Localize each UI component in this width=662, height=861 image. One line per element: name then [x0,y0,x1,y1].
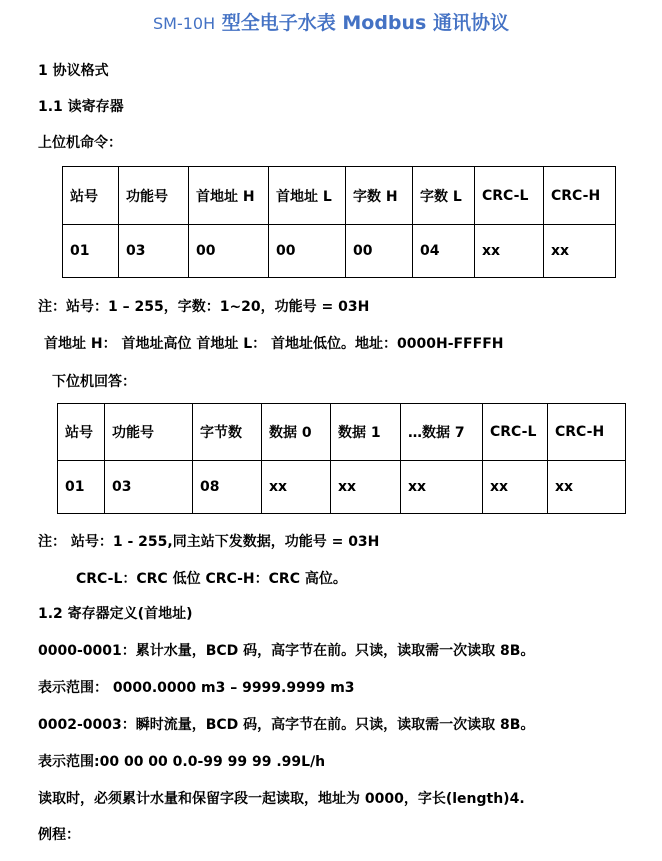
table-header-cell: 字数 L [413,167,475,225]
table-cell: xx [475,225,544,278]
host-command-table [62,166,616,278]
document-title [0,8,662,35]
table-cell: 01 [63,225,119,278]
slave-reply-table [57,403,626,514]
table-header-cell: 数据 1 [331,404,401,461]
range-total-volume: 表示范围： 0000.0000 m3 – 9999.9999 m3 [38,680,355,696]
table-header-cell: CRC-H [544,167,616,225]
table-cell: xx [544,225,616,278]
note-address: 首地址 H： 首地址高位 首地址 L： 首地址低位。地址：0000H-FFFFH [44,336,504,352]
table-header-cell: 首地址 H [189,167,269,225]
table-header-cell: 站号 [63,167,119,225]
table-cell: 03 [105,461,193,514]
table-cell: xx [401,461,483,514]
table-header-cell: …数据 7 [401,404,483,461]
table-cell: 00 [189,225,269,278]
section-1-heading: 1 协议格式 [38,63,109,79]
register-instant-flow: 0002-0003：瞬时流量，BCD 码，高字节在前。只读，读取需一次读取 8B。 [38,717,535,733]
note-crc: CRC-L：CRC 低位 CRC-H：CRC 高位。 [76,571,347,587]
table-row [58,461,626,514]
title-main: 型全电子水表 Modbus 通讯协议 [221,12,509,34]
table-cell: xx [331,461,401,514]
register-total-volume: 0000-0001：累计水量，BCD 码，高字节在前。只读，读取需一次读取 8B。 [38,643,535,659]
section-1-2-heading: 1.2 寄存器定义(首地址) [38,606,193,622]
table-header-row [58,404,626,461]
read-note: 读取时，必须累计水量和保留字段一起读取，地址为 0000，字长(length)4. [38,791,525,807]
table-cell: xx [262,461,331,514]
slave-reply-label: 下位机回答： [52,374,136,390]
section-1-1-heading: 1.1 读寄存器 [38,99,124,115]
table-cell: 00 [346,225,413,278]
note-station-range: 注：站号：1 – 255，字数：1~20，功能号 = 03H [38,299,370,315]
table-cell: xx [548,461,626,514]
table-cell: 00 [269,225,346,278]
host-command-label: 上位机命令： [38,135,122,151]
example-label: 例程： [38,827,80,843]
table-header-row [63,167,616,225]
table-cell: 01 [58,461,105,514]
table-cell: xx [483,461,548,514]
note-reply-station: 注： 站号：1 - 255,同主站下发数据，功能号 = 03H [38,534,380,550]
table-header-cell: 功能号 [119,167,189,225]
table-row [63,225,616,278]
table-header-cell: 数据 0 [262,404,331,461]
table-header-cell: 字节数 [193,404,262,461]
table-header-cell: CRC-H [548,404,626,461]
range-instant-flow: 表示范围:00 00 00 0.0-99 99 99 .99L/h [38,754,326,770]
table-header-cell: 功能号 [105,404,193,461]
table-header-cell: 首地址 L [269,167,346,225]
table-header-cell: 站号 [58,404,105,461]
table-cell: 03 [119,225,189,278]
table-header-cell: CRC-L [475,167,544,225]
table-header-cell: 字数 H [346,167,413,225]
table-header-cell: CRC-L [483,404,548,461]
table-cell: 04 [413,225,475,278]
title-model: SM-10H [153,14,216,33]
table-cell: 08 [193,461,262,514]
